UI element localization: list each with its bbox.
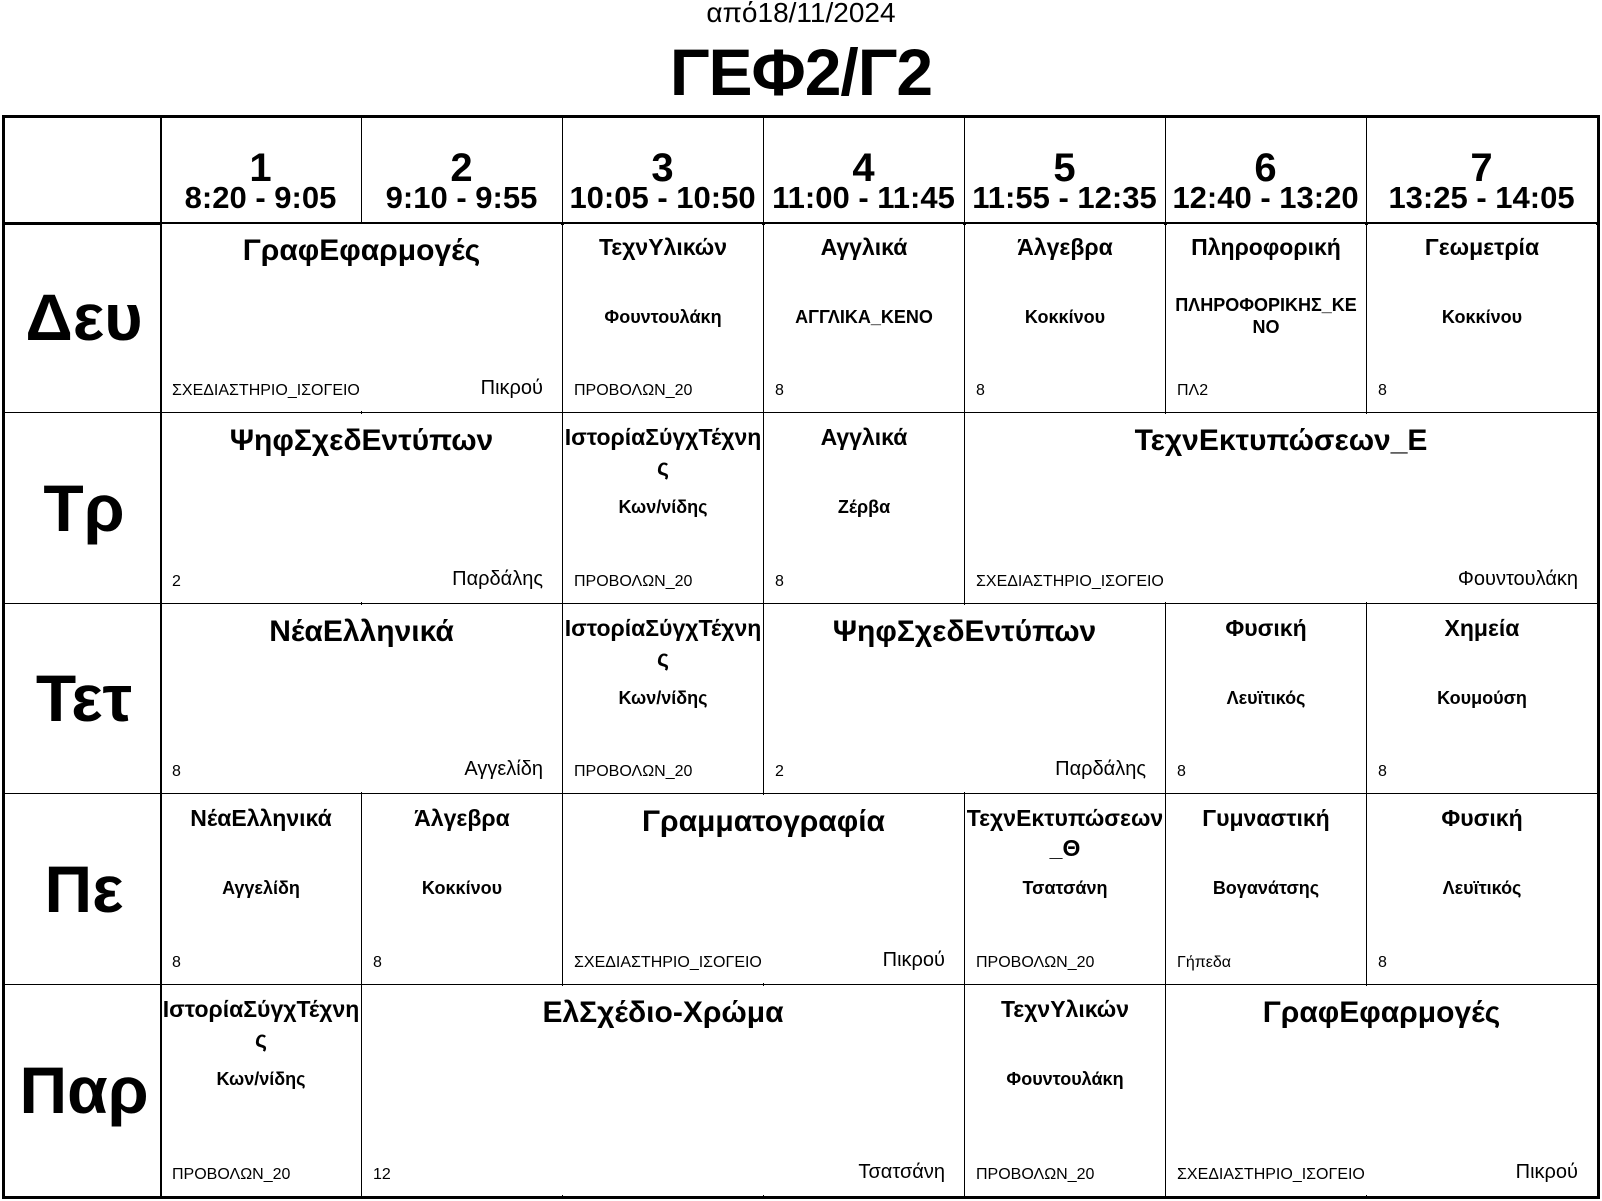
lesson-cell [564, 795, 963, 983]
lesson-cell [765, 414, 963, 602]
lesson-teacher: Τσατσάνη [858, 1161, 945, 1183]
lesson-room: ΣΧΕΔΙΑΣΤΗΡΙΟ_ΙΣΟΓΕΙΟ [1177, 1166, 1365, 1183]
lesson-room: 12 [373, 1166, 391, 1183]
lesson-subject: ΙστορίαΣύγχΤέχνης [162, 996, 360, 1052]
lesson-cell [1368, 795, 1596, 983]
lesson-teacher: Κοκκίνου [421, 878, 503, 898]
lesson-teacher: Φουντουλάκη [1006, 1069, 1124, 1089]
lesson-subject: Γυμναστική [1202, 805, 1330, 831]
lesson-room: 8 [1378, 954, 1387, 971]
lesson-teacher: Κουμούση [1437, 688, 1527, 708]
period-number: 6 [1254, 146, 1277, 190]
period-time: 8:20 - 9:05 [184, 180, 337, 215]
lesson-room: 8 [775, 382, 784, 399]
lesson-cell [564, 414, 762, 602]
lesson-teacher: Τσατσάνη [1022, 878, 1108, 898]
lesson-cell [162, 224, 561, 411]
grid-row-line [5, 603, 1597, 604]
period-header [1366, 118, 1597, 222]
lesson-teacher: Φουντουλάκη [604, 307, 722, 327]
lesson-cell [1167, 605, 1365, 792]
lesson-teacher: Παρδάλης [1055, 758, 1146, 780]
period-time: 13:25 - 14:05 [1388, 180, 1575, 215]
lesson-teacher: Κων/νίδης [618, 497, 708, 517]
lesson-cell [966, 414, 1596, 602]
lesson-subject: ΙστορίαΣύγχΤέχνης [564, 424, 762, 480]
period-number: 5 [1053, 146, 1076, 190]
period-number: 4 [852, 146, 875, 190]
period-header [1165, 118, 1366, 222]
lesson-cell [564, 224, 762, 411]
lesson-teacher: Λευϊτικός [1442, 878, 1522, 898]
lesson-room: 2 [172, 573, 181, 590]
lesson-subject: ΓραφΕφαρμογές [242, 236, 481, 266]
lesson-cell [966, 986, 1164, 1195]
period-number: 7 [1470, 146, 1493, 190]
lesson-cell [1167, 795, 1365, 983]
lesson-subject: ΝέαΕλληνικά [269, 617, 454, 647]
lesson-subject: Χημεία [1444, 615, 1520, 641]
lesson-subject: ΨηφΣχεδΕντύπων [832, 617, 1097, 647]
lesson-subject: ΤεχνΥλικών [1000, 996, 1130, 1022]
lesson-room: 8 [976, 382, 985, 399]
lesson-teacher: ΑΓΓΛΙΚΑ_ΚΕΝΟ [795, 307, 933, 327]
lesson-subject: Άλγεβρα [1017, 234, 1113, 260]
grid-row-line [5, 984, 1597, 985]
lesson-cell [765, 605, 1164, 792]
period-header [562, 118, 763, 222]
day-label: Τρ [43, 470, 125, 545]
lesson-subject: ΓραφΕφαρμογές [1262, 998, 1501, 1028]
lesson-cell [1167, 986, 1596, 1195]
lesson-cell [162, 986, 360, 1195]
grid-column-line [1165, 118, 1166, 1196]
day-label: Δευ [25, 280, 143, 354]
lesson-cell [162, 414, 561, 602]
period-time: 11:55 - 12:35 [972, 180, 1157, 215]
lesson-cell [966, 795, 1164, 983]
lesson-room: ΣΧΕΔΙΑΣΤΗΡΙΟ_ΙΣΟΓΕΙΟ [172, 382, 360, 399]
class-title: ΓΕΦ2/Γ2 [669, 35, 933, 109]
lesson-room: 8 [775, 573, 784, 590]
lesson-subject: ΤεχνΕκτυπώσεων_Θ [966, 805, 1164, 861]
lesson-room: 2 [775, 763, 784, 780]
day-label: Πε [44, 851, 124, 926]
lesson-cell [1368, 224, 1596, 411]
lesson-room: ΣΧΕΔΙΑΣΤΗΡΙΟ_ΙΣΟΓΕΙΟ [976, 573, 1164, 590]
period-header [763, 118, 964, 222]
schedule-date: από18/11/2024 [706, 0, 896, 28]
lesson-teacher: Πικρού [480, 377, 543, 399]
lesson-subject: ΝέαΕλληνικά [190, 805, 332, 831]
period-header [361, 118, 562, 222]
period-header [160, 118, 361, 222]
lesson-subject: Γραμματογραφία [642, 807, 885, 837]
period-time: 12:40 - 13:20 [1172, 180, 1359, 215]
lesson-subject: Αγγλικά [820, 424, 908, 450]
lesson-cell [363, 986, 963, 1195]
lesson-subject: Φυσική [1225, 615, 1307, 641]
lesson-teacher: Αγγελίδη [222, 878, 300, 898]
lesson-subject: ΙστορίαΣύγχΤέχνης [564, 615, 762, 671]
lesson-cell [363, 795, 561, 983]
lesson-teacher: Κων/νίδης [618, 688, 708, 708]
day-label: Παρ [19, 1053, 149, 1127]
lesson-cell [1167, 224, 1365, 411]
lesson-cell [765, 224, 963, 411]
lesson-subject: Πληροφορική [1191, 234, 1341, 260]
lesson-subject: Αγγλικά [820, 234, 908, 260]
lesson-teacher: Κοκκίνου [1024, 307, 1106, 327]
grid-row-line [5, 412, 1597, 413]
lesson-teacher: Ζέρβα [837, 497, 891, 517]
period-time: 10:05 - 10:50 [569, 180, 756, 215]
lesson-room: ΠΡΟΒΟΛΩΝ_20 [574, 763, 693, 780]
lesson-room: ΠΡΟΒΟΛΩΝ_20 [574, 382, 693, 399]
lesson-teacher: Φουντουλάκη [1457, 568, 1578, 590]
lesson-room: ΠΡΟΒΟΛΩΝ_20 [976, 954, 1095, 971]
lesson-cell [162, 605, 561, 792]
lesson-cell [966, 224, 1164, 411]
lesson-subject: Γεωμετρία [1424, 234, 1540, 260]
day-label: Τετ [35, 661, 133, 735]
grid-row-line [5, 793, 1597, 794]
period-time: 9:10 - 9:55 [385, 180, 538, 215]
lesson-cell [162, 795, 360, 983]
lesson-room: ΠΛ2 [1177, 382, 1209, 399]
lesson-teacher: Παρδάλης [452, 568, 543, 590]
lesson-subject: ΤεχνΕκτυπώσεων_Ε [1134, 426, 1428, 456]
lesson-room: Γήπεδα [1177, 954, 1232, 971]
lesson-subject: Φυσική [1441, 805, 1523, 831]
lesson-room: ΣΧΕΔΙΑΣΤΗΡΙΟ_ΙΣΟΓΕΙΟ [574, 954, 762, 971]
lesson-room: ΠΡΟΒΟΛΩΝ_20 [172, 1166, 291, 1183]
period-number: 1 [249, 146, 272, 190]
lesson-subject: Άλγεβρα [414, 805, 510, 831]
lesson-room: ΠΡΟΒΟΛΩΝ_20 [574, 573, 693, 590]
lesson-room: 8 [172, 954, 181, 971]
lesson-teacher: Βογανάτσης [1212, 878, 1320, 898]
lesson-teacher: Κοκκίνου [1441, 307, 1523, 327]
lesson-teacher: Αγγελίδη [464, 758, 543, 780]
lesson-room: 8 [373, 954, 382, 971]
period-number: 2 [450, 146, 473, 190]
lesson-cell [1368, 605, 1596, 792]
lesson-teacher: ΠΛΗΡΟΦΟΡΙΚΗΣ_ΚΕΝΟ [1175, 295, 1357, 337]
lesson-cell [564, 605, 762, 792]
lesson-teacher: Πικρού [1515, 1161, 1578, 1183]
lesson-room: 8 [1378, 382, 1387, 399]
lesson-room: 8 [1177, 763, 1186, 780]
lesson-room: 8 [1378, 763, 1387, 780]
lesson-subject: ΤεχνΥλικών [598, 234, 728, 260]
period-time: 11:00 - 11:45 [772, 180, 955, 215]
lesson-teacher: Κων/νίδης [216, 1069, 306, 1089]
period-number: 3 [651, 146, 674, 190]
lesson-room: ΠΡΟΒΟΛΩΝ_20 [976, 1166, 1095, 1183]
timetable-grid [2, 115, 1600, 1199]
lesson-teacher: Λευϊτικός [1226, 688, 1306, 708]
lesson-room: 8 [172, 763, 181, 780]
lesson-subject: ΨηφΣχεδΕντύπων [229, 426, 494, 456]
period-header [964, 118, 1165, 222]
lesson-teacher: Πικρού [882, 949, 945, 971]
lesson-subject: ΕλΣχέδιο-Χρώμα [542, 998, 784, 1028]
